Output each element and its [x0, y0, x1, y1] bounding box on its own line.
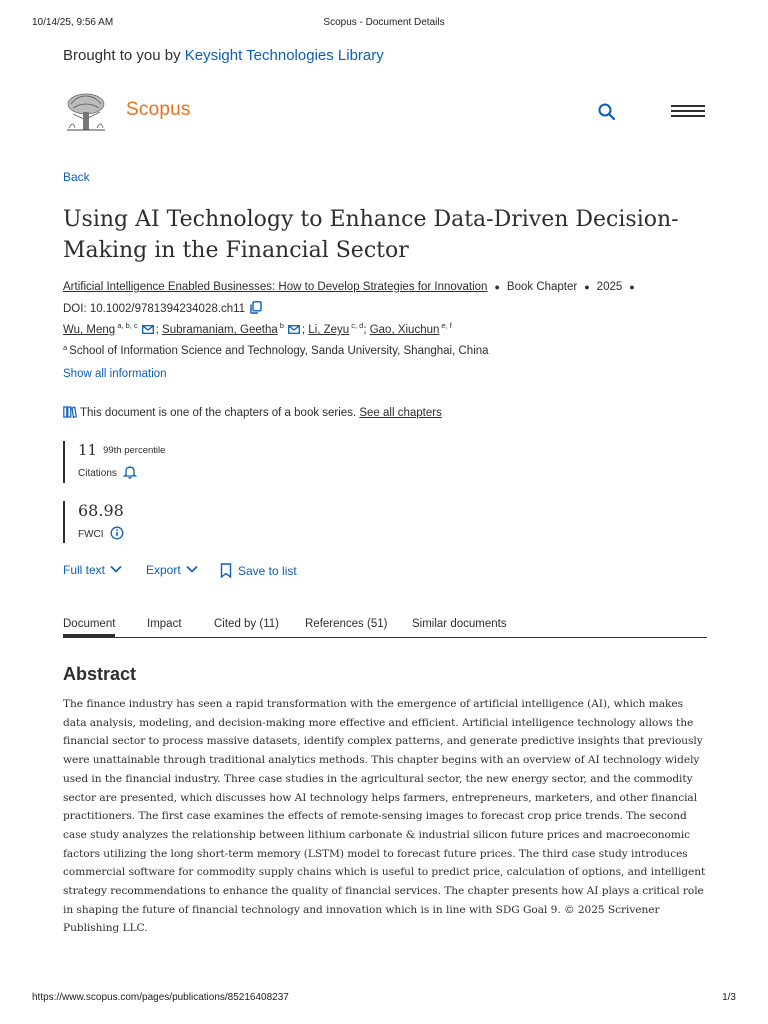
bookmark-icon [220, 563, 232, 578]
back-link[interactable]: Back [63, 170, 90, 184]
separator-dot: ● [629, 281, 635, 292]
series-text: This document is one of the chapters of a book series. [80, 407, 357, 419]
elsevier-tree-icon[interactable] [63, 92, 109, 132]
author-separator: ; [155, 324, 163, 336]
source-title-link[interactable]: Artificial Intelligence Enabled Businesses: How to Develop Strategies for Innovation [63, 281, 488, 293]
citations-metric [63, 441, 165, 483]
separator-dot: ● [584, 281, 590, 292]
access-banner [63, 47, 384, 64]
document-tabs [63, 614, 707, 638]
tab-references[interactable]: References (51) [305, 618, 388, 630]
full-text-button[interactable] [63, 563, 122, 577]
print-page-count: 1/3 [722, 992, 736, 1003]
citations-label: Citations [78, 468, 117, 479]
document-year: 2025 [596, 281, 623, 293]
citations-count[interactable]: 11 [78, 441, 98, 459]
abstract-heading: Abstract [63, 664, 137, 684]
author-link[interactable]: Gao, Xiuchun [369, 324, 440, 336]
fwci-metric [63, 501, 124, 543]
export-label: Export [146, 563, 181, 577]
affiliation-text: School of Information Science and Technology, Sanda University, Shanghai, China [69, 345, 489, 357]
author-affiliation-marker: c, d [351, 321, 364, 330]
author-link[interactable]: Li, Zeyu [308, 324, 350, 336]
doi-line [63, 301, 262, 315]
site-header [63, 92, 707, 132]
affiliation-line [63, 343, 489, 357]
chevron-down-icon [186, 565, 198, 573]
see-all-chapters-link[interactable]: See all chapters [359, 407, 442, 419]
print-footer [32, 992, 736, 1006]
scopus-logo-text[interactable]: Scopus [126, 99, 191, 120]
author-link[interactable]: Subramaniam, Geetha [162, 324, 278, 336]
author-link[interactable]: Wu, Meng [63, 324, 116, 336]
print-page-title: Scopus - Document Details [323, 17, 445, 28]
tab-similar-documents[interactable]: Similar documents [412, 618, 507, 630]
abstract-text: The finance industry has seen a rapid transformation with the emergence of artificial intelligence (AI), which makes data analysis, modeling, and decision-making more effective and efficient. Artificial intelligence technology allows the financial sector to process massive datasets, identify complex patterns, and generate predictive insights that previously were unattainable through traditional analytics methods. This chapter begins with an overview of AI technology widely used in the financial industry. Three case studies in the agricultural sector, the new energy sector, and the commodity sector are presented, which discusses how AI technology helps farmers, entrepreneurs, marketers, and other financial practitioners. The first case examines the effects of remote-sensing images to forecast crop price trends. The second case study analyzes the relationship between lithium carbonate & industrial silicon future prices and macroeconomic factors utilizing the long short-term memory (LSTM) model to forecast future prices. The third case study introduces commercial software for commodity supply chains which is useful to predict price, calculation of options, and intelligent strategy recommendations to enhance the quality of financial services. The chapter presents how AI plays a critical role in shaping the future of financial technology and innovation which is in line with SDG Goal 9. © 2025 Scrivener Publishing LLC. [63, 698, 706, 935]
author-affiliation-marker: b [279, 321, 284, 330]
envelope-icon[interactable] [142, 325, 154, 334]
author-affiliation-marker: e, f [441, 321, 452, 330]
fwci-label: FWCI [78, 529, 104, 540]
affiliation-marker: a [63, 343, 68, 352]
document-title: Using AI Technology to Enhance Data-Driven Decision-Making in the Financial Sector [63, 207, 679, 263]
full-text-label: Full text [63, 563, 106, 577]
document-source-line [63, 281, 707, 293]
info-icon[interactable] [110, 526, 124, 540]
separator-dot: ● [494, 281, 500, 292]
export-button[interactable] [146, 563, 198, 577]
tab-cited-by[interactable]: Cited by (11) [214, 618, 279, 630]
doi-text: DOI: 10.1002/9781394234028.ch11 [63, 303, 246, 315]
envelope-icon[interactable] [288, 325, 300, 334]
author-separator: ; [301, 324, 309, 336]
save-to-list-button[interactable] [220, 563, 297, 578]
search-icon[interactable] [597, 102, 617, 122]
print-url: https://www.scopus.com/pages/publications/85216408237 [32, 992, 289, 1003]
author-list [63, 321, 452, 336]
author-separator: ; [363, 324, 370, 336]
save-to-list-label: Save to list [238, 564, 297, 578]
library-link[interactable]: Keysight Technologies Library [184, 47, 384, 64]
tab-document[interactable]: Document [63, 618, 115, 637]
copy-icon[interactable] [250, 301, 262, 314]
book-series-icon [63, 406, 77, 418]
chevron-down-icon [110, 565, 122, 573]
citations-percentile: 99th percentile [103, 445, 166, 456]
document-type: Book Chapter [506, 281, 578, 293]
tab-impact[interactable]: Impact [147, 618, 182, 630]
book-series-notice [63, 406, 442, 419]
print-datetime: 10/14/25, 9:56 AM [32, 17, 114, 28]
show-all-information-link[interactable]: Show all information [63, 368, 167, 380]
hamburger-menu-icon[interactable] [671, 104, 705, 120]
bell-icon[interactable] [123, 465, 137, 479]
print-header [32, 17, 736, 31]
author-affiliation-marker: a, b, c [117, 321, 138, 330]
access-prefix: Brought to you by [63, 47, 181, 64]
fwci-value: 68.98 [78, 501, 124, 520]
